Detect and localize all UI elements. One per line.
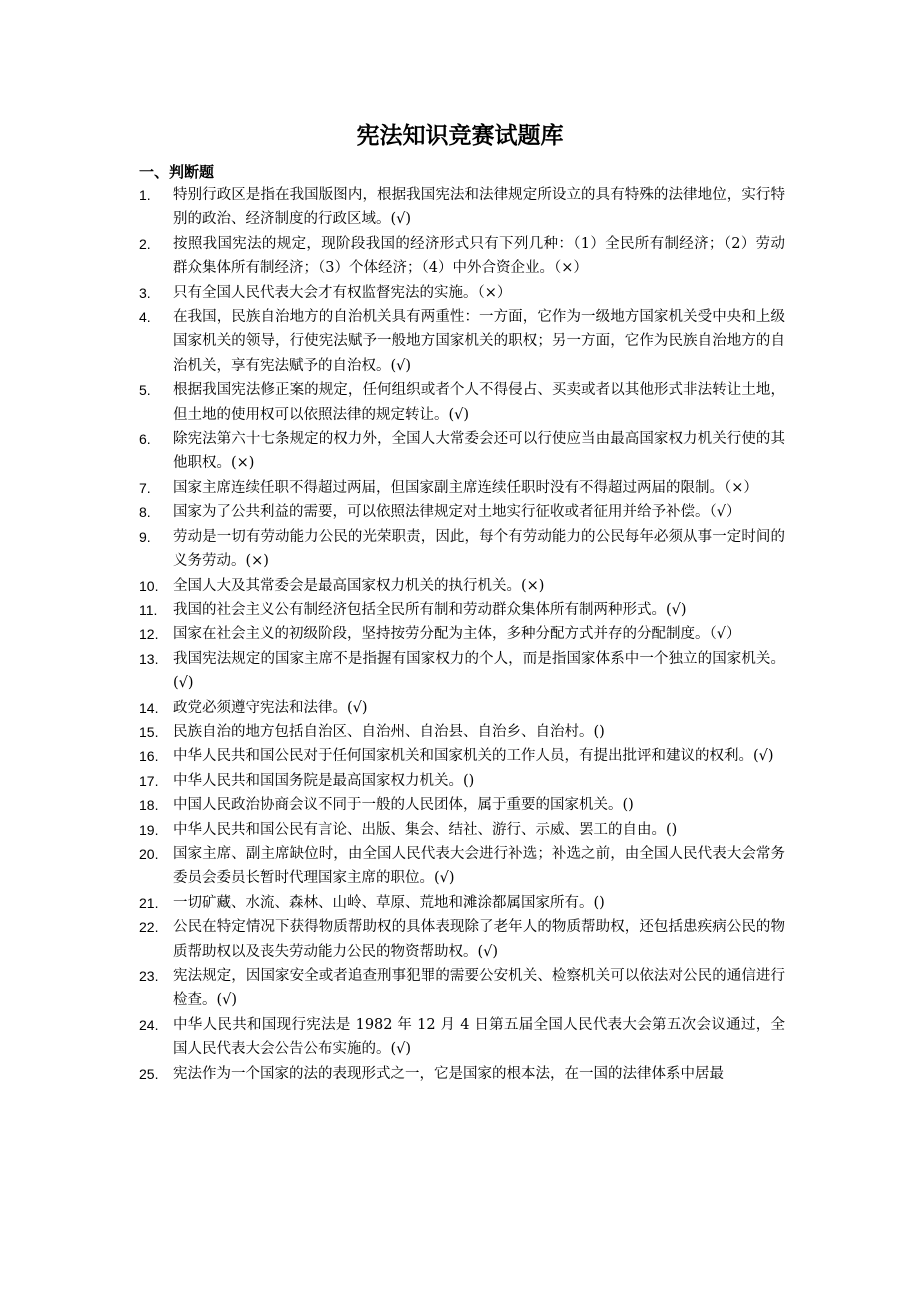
item-text: 国家为了公共利益的需要，可以依照法律规定对土地实行征收或者征用并给予补偿。（√） [173,504,741,521]
item-number: 21. [139,894,159,911]
item-number: 9. [139,528,151,545]
item-text: 根据我国宪法修正案的规定，任何组织或者个人不得侵占、买卖或者以其他形式非法转让土地，但土地的使用权可以依照法律的规定转让。(√) [173,382,785,423]
list-item [0,281,785,305]
list-item [0,183,785,232]
item-number: 2. [139,235,151,252]
list-item [0,305,785,378]
list-item [0,427,785,476]
list-item [0,891,785,915]
list-item [0,525,785,574]
item-text: 我国宪法规定的国家主席不是指握有国家权力的个人，而是指国家体系中一个独立的国家机关。(√) [173,650,785,692]
item-number: 3. [139,284,151,301]
item-text: 国家在社会主义的初级阶段，坚持按劳分配为主体，多种分配方式并存的分配制度。（√） [173,626,741,643]
item-text: 国家主席、副主席缺位时，由全国人民代表大会进行补选；补选之前，由全国人民代表大会常务委员会委员长暂时代理国家主席的职位。(√) [173,845,785,887]
list-item [0,500,785,524]
section-heading: 一、判断题 [139,163,215,181]
item-number: 1. [139,187,151,203]
item-text: 民族自治的地方包括自治区、自治州、自治县、自治乡、自治村。() [173,723,605,740]
list-item [0,793,785,817]
list-item [0,818,785,842]
list-item [0,915,785,964]
item-number: 10. [139,577,159,594]
list-item [0,1062,785,1086]
item-text: 全国人大及其常委会是最高国家权力机关的执行机关。(×) [173,577,545,594]
list-item [0,622,785,646]
item-number: 7. [139,479,151,496]
item-number: 16. [139,748,159,765]
question-list [0,183,920,1086]
list-item [0,232,785,281]
item-number: 5. [139,382,151,399]
item-number: 24. [139,1016,159,1033]
item-text: 我国的社会主义公有制经济包括全民所有制和劳动群众集体所有制两种形式。(√) [173,601,687,618]
item-number: 23. [139,968,159,984]
item-text: 按照我国宪法的规定，现阶段我国的经济形式只有下列几种：（1）全民所有制经济；（2）劳动群众集体所有制经济；（3）个体经济；（4）中外合资企业。（×） [173,235,785,277]
document-title: 宪法知识竞赛试题库 [356,122,564,149]
item-text: 国家主席连续任职不得超过两届，但国家副主席连续任职时没有不得超过两届的限制。（×） [173,479,758,496]
item-text: 除宪法第六十七条规定的权力外，全国人大常委会还可以行使应当由最高国家权力机关行使的其他职权。(×) [173,431,785,472]
item-text: 公民在特定情况下获得物质帮助权的具体表现除了老年人的物质帮助权，还包括患疾病公民的物质帮助权以及丧失劳动能力公民的物资帮助权。(√) [173,919,785,960]
item-number: 15. [139,723,159,740]
item-text: 中华人民共和国现行宪法是 1982 年 12 月 4 日第五届全国人民代表大会第五次会议通过，全国人民代表大会公告公布实施的。(√) [173,1016,785,1058]
item-number: 25. [139,1065,159,1082]
item-text: 特别行政区是指在我国版图内，根据我国宪法和法律规定所设立的具有特殊的法律地位，实行特别的政治、经济制度的行政区域。(√) [173,187,785,228]
item-number: 4. [139,309,151,326]
item-text: 政党必须遵守宪法和法律。(√) [173,699,368,716]
item-number: 8. [139,504,151,521]
list-item [0,696,785,720]
list-item [0,574,785,598]
item-number: 17. [139,772,159,789]
item-text: 劳动是一切有劳动能力公民的光荣职责，因此，每个有劳动能力的公民每年必须从事一定时间的义务劳动。(×) [173,528,785,570]
item-number: 13. [139,650,159,667]
list-item [0,378,785,427]
list-item [0,647,785,696]
list-item [0,598,785,622]
item-number: 18. [139,797,159,814]
list-item [0,744,785,768]
list-item [0,842,785,891]
item-number: 14. [139,699,159,716]
item-text: 中国人民政治协商会议不同于一般的人民团体，属于重要的国家机关。() [173,797,634,814]
item-number: 6. [139,431,151,448]
item-number: 22. [139,919,159,936]
item-text: 宪法作为一个国家的法的表现形式之一，它是国家的根本法，在一国的法律体系中居最 [173,1065,724,1082]
item-text: 只有全国人民代表大会才有权监督宪法的实施。（×） [173,284,512,301]
item-text: 中华人民共和国公民有言论、出版、集会、结社、游行、示威、罢工的自由。() [173,821,678,838]
list-item [0,769,785,793]
item-number: 11. [139,601,158,618]
item-text: 一切矿藏、水流、森林、山岭、草原、荒地和滩涂都属国家所有。() [173,894,605,911]
item-text: 中华人民共和国公民对于任何国家机关和国家机关的工作人员，有提出批评和建议的权利。(√) [173,748,774,765]
list-item [0,1013,785,1062]
list-item [0,964,785,1013]
item-number: 12. [139,626,159,643]
item-number: 20. [139,845,159,862]
list-item [0,720,785,744]
list-item [0,476,785,500]
item-number: 19. [139,821,159,838]
item-text: 宪法规定，因国家安全或者追查刑事犯罪的需要公安机关、检察机关可以依法对公民的通信进行检查。(√) [173,968,785,1009]
item-text: 在我国，民族自治地方的自治机关具有两重性：一方面，它作为一级地方国家机关受中央和上级国家机关的领导，行使宪法赋予一般地方国家机关的职权；另一方面，它作为民族自治地方的自治机关，享有宪法赋予的自治权。(√) [173,309,785,374]
item-text: 中华人民共和国国务院是最高国家权力机关。() [173,772,475,789]
